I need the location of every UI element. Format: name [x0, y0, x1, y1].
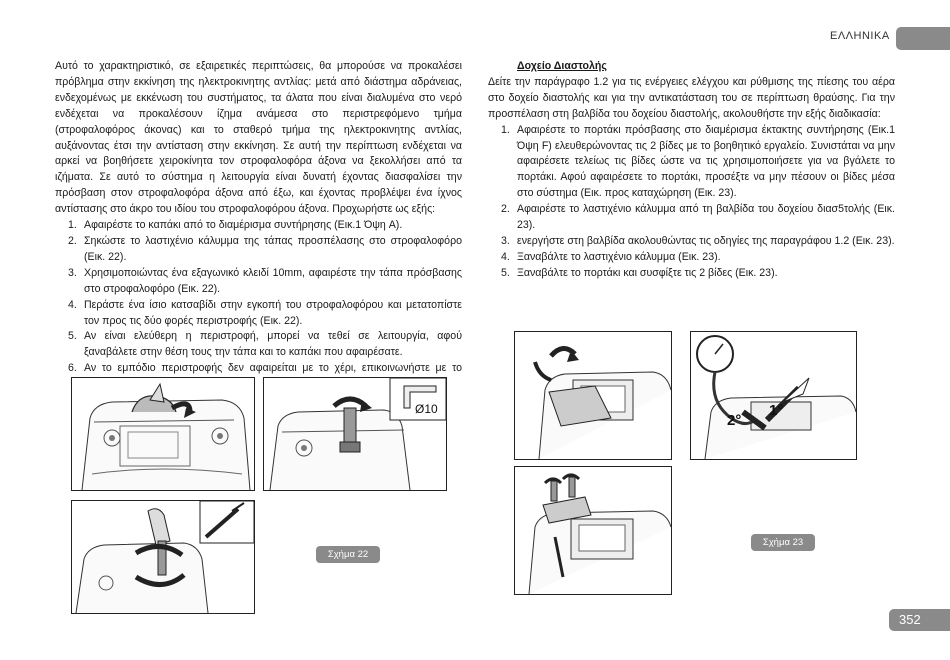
step-number: 4.	[501, 250, 510, 263]
right-column	[488, 59, 895, 282]
step-text: Αφαιρέστε το λαστιχένιο κάλυμμα από τη βαλβίδα του δοχείου διασ5τολής (Εικ. 23).	[517, 203, 895, 232]
list-item	[488, 123, 895, 203]
step-number: 2.	[501, 203, 510, 216]
step-text: Αν είναι ελεύθερη η περιστροφή, μπορεί να τεθεί σε λειτουργία, αφού ξαναβάλετε στην θέση τους την τάπα και το καπάκι που αφαιρέσατε.	[84, 330, 462, 359]
left-column	[55, 59, 462, 393]
step-text: Αφαιρέστε το καπάκι από το διαμέρισμα συντήρησης (Εικ.1 Όψη A).	[84, 219, 403, 232]
pump-door-illustration	[515, 332, 671, 459]
step-text: ενεργήστε στη βαλβίδα ακολουθώντας τις οδηγίες της παραγράφου 1.2 (Εικ. 23).	[517, 234, 895, 247]
step-number: 3.	[501, 234, 510, 247]
list-item	[488, 250, 895, 266]
language-label: ΕΛΛΗΝΙΚΑ	[830, 30, 890, 42]
screwdriver-illustration	[72, 501, 254, 613]
step-number: 1.	[501, 123, 510, 136]
step-number: 6.	[68, 362, 77, 375]
list-item	[55, 218, 462, 234]
language-tab	[896, 27, 950, 50]
step-text: Ξαναβάλτε το πορτάκι και συσφίξτε τις 2 βίδες (Εικ. 23).	[517, 266, 778, 279]
pump-lid-illustration	[72, 378, 254, 490]
step-label-first: 1°	[769, 402, 784, 419]
valve-gauge-illustration	[691, 332, 856, 459]
list-item	[488, 234, 895, 250]
list-item	[55, 329, 462, 361]
figure-22-hex-key	[263, 377, 447, 491]
left-steps	[55, 218, 462, 393]
step-number: 5.	[501, 266, 510, 279]
figure-23-valve	[690, 331, 857, 460]
section-heading: Δοχείο Διαστολής	[517, 60, 607, 72]
step-number: 4.	[68, 298, 77, 311]
list-item	[55, 266, 462, 298]
left-intro: Αυτό το χαρακτηριστικό, σε εξαιρετικές περιπτώσεις, θα μπορούσε να προκαλέσει πρόβλημα στην εκκίνηση της ηλεκτροκινητης αντλίας: μετά από διάστημα αδράνειας, ενδεχομένως με εκκένωση του συστήματος, τα άλατα που είναι διαλυμένα στο νερό ενδέχεται να προκαλέσουν ίζημα ανάμεσα στο περιστρεφόμενο τμήμα (στροφαλοφόρος άκονας) και το σταθερό τμήμα της ηλεκτροκινητης αντλίας, αυξάνοντας έτσι την αντίσταση στην εκκίνηση. Σε αυτή την περίπτωση ενδέχεται να αρκεί να βοηθήσετε χειροκίνητα τον στροφαλοφόρα άξονα να ξεκολλήσει από τα ιζήματα. Σε αυτό το σύστημα η λειτουργία είναι δυνατή έχοντας διασφαλίσει την πρόσβαση στον στροφαλοφόρα άξονα από έξω, και έχοντας προβλέψει ένα ίχνος αντίστασης στο άκρο του ιδίου του στροφαλοφόρου άξονα. Προχωρήστε ως εξής:	[55, 60, 462, 216]
step-text: Αν το εμπόδιο περιστροφής δεν αφαιρείται με το χέρι, επικοινωνήστε με το	[84, 362, 462, 375]
figure-23-door	[514, 331, 672, 460]
step-number: 5.	[68, 330, 77, 343]
right-steps	[488, 123, 895, 282]
step-text: Ξαναβάλτε το λαστιχένιο κάλυμμα (Εικ. 23).	[517, 250, 721, 263]
list-item	[488, 202, 895, 234]
figure-caption-23: Σχήμα 23	[751, 534, 815, 551]
list-item	[488, 266, 895, 282]
step-number: 3.	[68, 266, 77, 279]
door-screws-illustration	[515, 467, 671, 594]
figure-23-screws	[514, 466, 672, 595]
step-label-second: 2°	[727, 412, 742, 429]
list-item	[55, 234, 462, 266]
step-text: Χρησιμοποιώντας ένα εξαγωνικό κλειδί 10mm, αφαιρέστε την τάπα πρόσβασης στο στροφαλοφόρο (Εικ. 22).	[84, 266, 462, 295]
step-text: Αφαιρέστε το πορτάκι πρόσβασης στο διαμέρισμα έκτακτης συντήρησης (Εικ.1 Όψη F) ελευθερώνοντας τις 2 βίδες με το βοηθητικό εργαλείο. Συνιστάται να μην αφαιρέσετε τελείως τις βίδες ώστε να τις χρησιμοποιήσετε για να βγάλετε το πορτάκι. Αφού αφαιρέσετε το πορτάκι, προσέξτε να μην πέσουν οι βίδες μέσα στο σύστημα (Εικ. προς καταχώρηση (Εικ. 23).	[517, 123, 895, 200]
step-number: 2.	[68, 234, 77, 247]
figure-22-screwdriver	[71, 500, 255, 614]
page-number: 352	[889, 609, 950, 631]
right-intro: Δείτε την παράγραφο 1.2 για τις ενέργειες ελέγχου και ρύθμισης της πίεσης του αέρα στο δοχείο διαστολής και για την αντικατάσταση του σε περίπτωση θραύσης. Για την προσπέλαση στη βαλβίδα του δοχείου διαστολής, ακολουθήστε την εξής διαδικασία:	[488, 75, 895, 120]
step-text: Περάστε ένα ίσιο κατσαβίδι στην εγκοπή του στροφαλοφόρου και μετατοπίστε τον προς τις δύο φορές περιστροφής (Εικ. 22).	[84, 298, 462, 327]
figure-22-cover	[71, 377, 255, 491]
step-text: Σηκώστε το λαστιχένιο κάλυμμα της τάπας προσπέλασης στο στροφαλοφόρο (Εικ. 22).	[84, 234, 462, 263]
hex-key-illustration	[264, 378, 446, 490]
step-number: 1.	[68, 219, 77, 232]
hex-key-size-label: Ø10	[415, 402, 438, 416]
list-item	[55, 298, 462, 330]
figure-caption-22: Σχήμα 22	[316, 546, 380, 563]
